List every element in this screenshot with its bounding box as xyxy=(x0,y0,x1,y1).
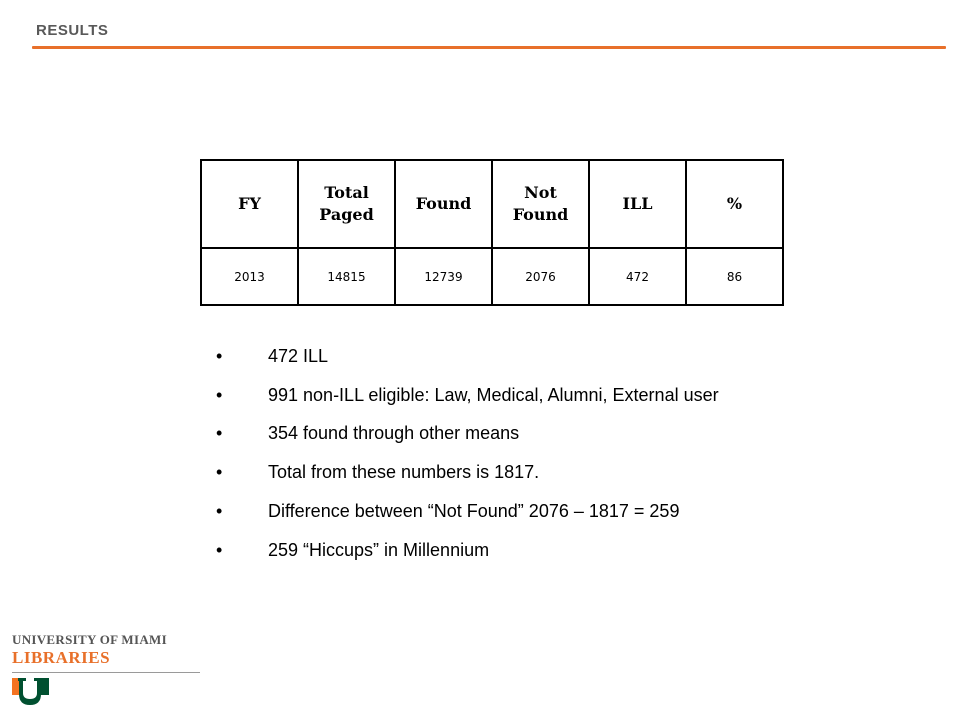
list-item-text: Total from these numbers is 1817. xyxy=(268,462,540,483)
column-header-fy: FY xyxy=(201,160,298,248)
column-header-total-paged xyxy=(298,160,395,248)
header-divider xyxy=(32,46,946,49)
column-header-found: Found xyxy=(395,160,492,248)
university-u-logo-icon xyxy=(12,678,62,706)
table-header-row xyxy=(201,160,783,248)
table-cell-percent: 86 xyxy=(686,248,783,305)
list-item xyxy=(216,415,719,454)
bullet-dot: • xyxy=(216,384,223,405)
table-cell-total-paged: 14815 xyxy=(298,248,395,305)
list-item-text: Difference between “Not Found” 2076 – 1817 = 259 xyxy=(268,501,680,522)
list-item xyxy=(216,453,719,492)
list-item xyxy=(216,492,719,531)
logo-divider xyxy=(12,672,200,673)
column-header-total-paged-label: Total Paged xyxy=(319,183,374,224)
bullet-list xyxy=(216,337,719,570)
table-cell-not-found: 2076 xyxy=(492,248,589,305)
table-cell-fy: 2013 xyxy=(201,248,298,305)
list-item-text: 354 found through other means xyxy=(268,423,520,444)
list-item xyxy=(216,531,719,570)
list-item xyxy=(216,376,719,415)
bullet-dot: • xyxy=(216,501,223,522)
logo-libraries-name: LIBRARIES xyxy=(12,648,111,667)
list-item-text: 991 non-ILL eligible: Law, Medical, Alumni, External user xyxy=(268,384,719,405)
logo-university-name: UNIVERSITY OF MIAMI xyxy=(12,632,167,647)
list-item-text: 259 “Hiccups” in Millennium xyxy=(268,539,490,560)
column-header-not-found-label: Not Found xyxy=(512,183,569,224)
bullet-dot: • xyxy=(216,423,223,444)
table-cell-ill: 472 xyxy=(589,248,686,305)
results-table xyxy=(200,159,784,306)
table-cell-found: 12739 xyxy=(395,248,492,305)
table-row xyxy=(201,248,783,305)
slide-title: RESULTS xyxy=(36,22,109,39)
list-item-text: 472 ILL xyxy=(268,345,329,366)
column-header-percent: % xyxy=(686,160,783,248)
bullet-dot: • xyxy=(216,462,223,483)
bullet-dot: • xyxy=(216,539,223,560)
university-logo xyxy=(12,632,202,710)
column-header-ill: ILL xyxy=(589,160,686,248)
list-item xyxy=(216,337,719,376)
bullet-dot: • xyxy=(216,345,223,366)
column-header-not-found xyxy=(492,160,589,248)
